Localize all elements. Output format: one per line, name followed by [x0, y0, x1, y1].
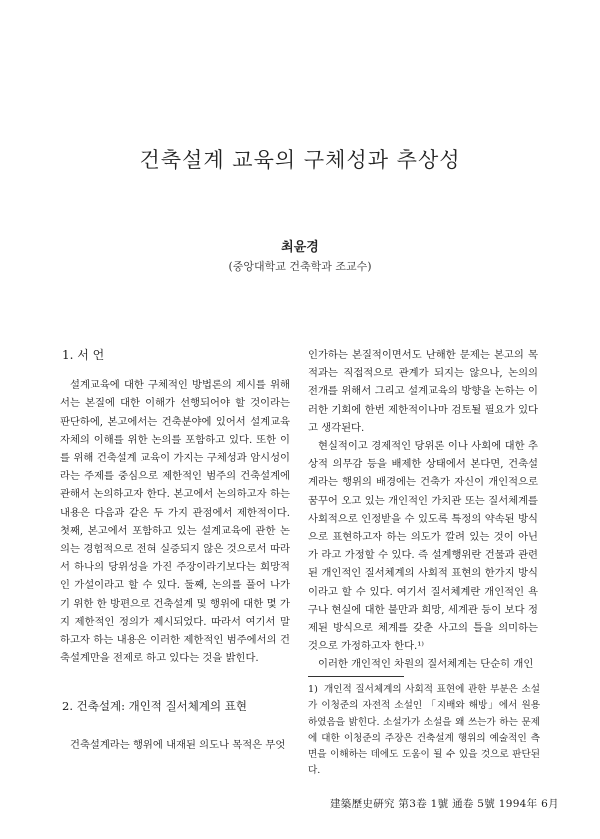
- author-affiliation: (중앙대학교 건축학과 조교수): [228, 260, 372, 273]
- footnote: [308, 682, 540, 780]
- page-title: 건축설계 교육의 구체성과 추상성: [139, 148, 461, 172]
- right-column: [308, 346, 538, 674]
- right-paragraph-2: 현실적이고 경제적인 당위론 이나 사회에 대한 추상적 의무감 등을 배제한 상태에서 본다면, 건축설계라는 행위의 배경에는 건축가 자신이 개인적으로 꿈꾸어 오고 있는 개인적인 가치관 또는 질서체계를 사회적으로 인정받을 수 있도록 특정의 약속된 방식으로 표현하고자 하는 의도가 깔려 있는 것이 아닌가 라고 가정할 수 있다. 즉 설계행위란 건물과 관련된 개인적인 질서체계의 사회적 표현의 한가지 방식이라고 할 수 있다. 여기서 질서체계란 개인적인 욕구나 현실에 대한 불만과 희망, 세계관 등이 보다 정제된 방식으로 체계를 갖춘 사고의 틀을 의미하는 것으로 가정하고자 한다.¹⁾: [308, 440, 538, 653]
- section-1-paragraph: 설계교육에 대한 구체적인 방법론의 제시를 위해서는 본질에 대한 이해가 선행되어야 할 것이라는 판단하에, 본고에서는 건축분야에 있어서 설계교육 자체의 이해를 위한 논의를 포함하고 있다. 또한 이를 위해 건축설계 교육이 가지는 구체성과 암시성이라는 주제를 중심으로 제한적인 범주의 건축설계에 관해서 논의하고자 한다. 본고에서 논의하고자 하는 내용은 다음과 같은 두 가지 관점에서 제한적이다. 첫째, 본고에서 포함하고 있는 설계교육에 관한 논의는 경험적으로 전혀 실증되지 않은 것으로서 따라서 하나의 당위성을 가진 주장이라기보다는 희망적인 가설이라고 할 수 있다. 둘째, 논의를 풀어 나가기 위한 한 방편으로 건축설계 및 행위에 대한 몇 가지 제한적인 정의가 제시되었다. 따라서 여기서 말하고자 하는 내용은 이러한 제한적인 범주에서의 건축설계만을 전제로 하고 있다는 것을 밝힌다.: [60, 379, 290, 665]
- section-1-heading: 1. 서 언: [62, 348, 105, 362]
- author-name: 최윤경: [281, 240, 319, 255]
- section-2-paragraph: 건축설계라는 행위에 내재된 의도나 목적은 무엇: [70, 739, 286, 751]
- section-2-heading: 2. 건축설계: 개인적 질서체계의 표현: [62, 699, 247, 713]
- journal-footer: 建築歷史硏究 第3卷 1號 通卷 5號 1994年 6月: [330, 798, 559, 810]
- right-paragraph-1: 인가하는 본질적이면서도 난해한 문제는 본고의 목적과는 직접적으로 관계가 되지는 않으나, 논의의 전개를 위해서 그리고 설계교육의 방향을 논하는 이러한 기회에 한번 제한적이나마 검토될 필요가 있다고 생각된다.: [308, 349, 538, 434]
- footnote-divider: [308, 676, 404, 677]
- right-paragraph-3: 이러한 개인적인 차원의 질서체계는 단순히 개인: [318, 658, 534, 671]
- left-column: [60, 346, 290, 667]
- footnote-text: 개인적 질서체계의 사회적 표현에 관한 부분은 소설가 이청준의 자전적 소설인 「지배와 해방」에서 원용하였음을 밝힌다. 소설가가 소설을 왜 쓰는가 하는 문제에 대한 이청준의 주장은 건축설계 행위의 예술적인 측면을 이해하는 데에도 도움이 될 수 있을 것으로 판단된다.: [308, 684, 540, 777]
- footnote-mark: 1): [308, 684, 318, 695]
